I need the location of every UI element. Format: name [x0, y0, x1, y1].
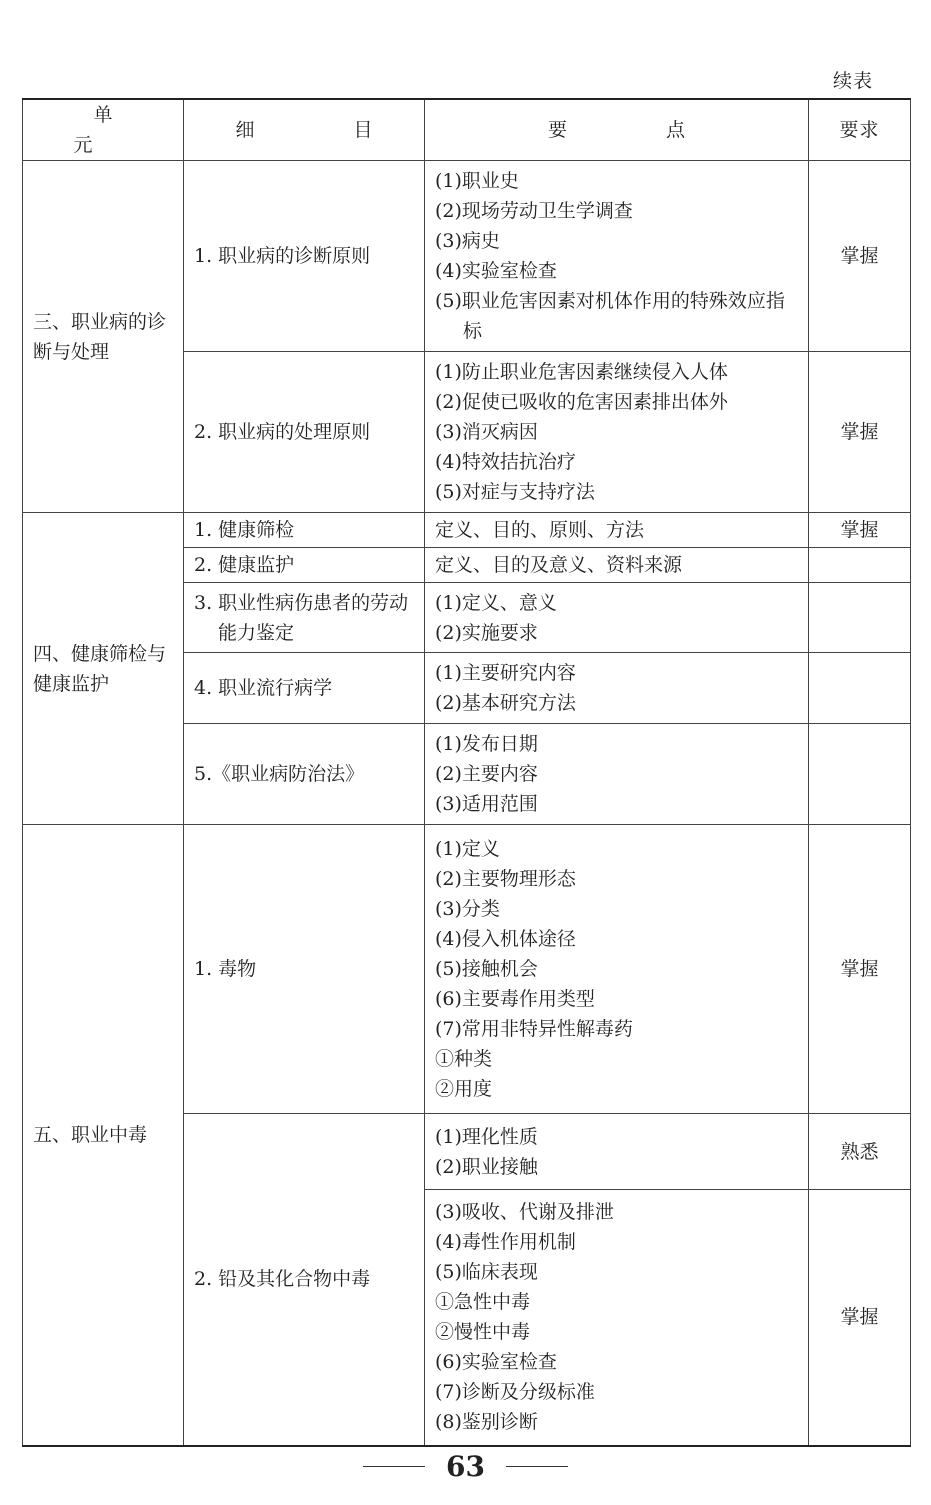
subject-cell: [184, 583, 425, 653]
point-item: (2)基本研究方法: [435, 692, 576, 714]
point-item: (1)定义、意义: [435, 591, 557, 614]
points-cell: [425, 161, 809, 352]
footer-rule-right: [506, 1466, 568, 1467]
points-cell: [425, 513, 809, 548]
point-item: (4)特效拮抗治疗: [435, 451, 576, 473]
point-item: (6)主要毒作用类型: [435, 988, 595, 1010]
point-item: (3)消灭病因: [435, 421, 538, 443]
point-item: (8)鉴别诊断: [435, 1411, 538, 1434]
point-item: (5)对症与支持疗法: [435, 481, 595, 503]
point-item: (2)职业接触: [435, 1155, 538, 1178]
point-item: (3)吸收、代谢及排泄: [435, 1201, 614, 1224]
point-item: (2)现场劳动卫生学调查: [435, 200, 633, 222]
subject-text: 3. 职业性病伤患者的劳动能力鉴定: [194, 591, 409, 644]
point-item: (2)主要内容: [435, 763, 538, 785]
points-cell: [425, 548, 809, 583]
point-item: (2)实施要求: [435, 621, 538, 644]
points-cell: [425, 653, 809, 724]
continued-label: 续表: [832, 70, 873, 92]
point-item: (2)促使已吸收的危害因素排出体外: [435, 391, 728, 413]
subject-cell: 1. 健康筛检: [184, 513, 425, 548]
point-item: (4)侵入机体途径: [435, 928, 576, 950]
requirement-cell: 掌握: [809, 513, 911, 548]
table-row: [23, 513, 911, 548]
requirement-cell: [809, 653, 911, 724]
requirement-cell: 掌握: [809, 1190, 911, 1446]
requirement-cell: [809, 724, 911, 825]
subject-cell: 1. 职业病的诊断原则: [184, 161, 425, 352]
subject-cell: 1. 毒物: [184, 825, 425, 1114]
requirement-cell: [809, 548, 911, 583]
point-item: (1)职业史: [435, 170, 519, 192]
points-cell: [425, 1190, 809, 1446]
requirement-cell: 掌握: [809, 161, 911, 352]
requirement-cell: 熟悉: [809, 1114, 911, 1190]
point-item: (1)定义: [435, 838, 500, 860]
point-item: (1)理化性质: [435, 1125, 538, 1148]
point-item: (1)发布日期: [435, 733, 538, 755]
points-cell: [425, 825, 809, 1114]
point-item: ②慢性中毒: [435, 1321, 531, 1344]
table-row: [23, 825, 911, 1114]
point-item: (3)适用范围: [435, 793, 538, 815]
point-item: (3)分类: [435, 898, 500, 920]
syllabus-table-wrapper: [22, 98, 911, 1447]
points-cell: [425, 352, 809, 513]
subject-cell: 4. 职业流行病学: [184, 653, 425, 724]
point-item: (3)病史: [435, 230, 500, 252]
point-item: 定义、目的、原则、方法: [435, 519, 645, 541]
subject-cell: 2. 铅及其化合物中毒: [184, 1114, 425, 1446]
table-header-row: [23, 99, 911, 161]
subject-cell: 2. 健康监护: [184, 548, 425, 583]
syllabus-table: [22, 98, 911, 1447]
point-item: (4)实验室检查: [435, 260, 557, 282]
table-row: [23, 161, 911, 352]
point-item: ②用度: [435, 1078, 493, 1100]
point-item: (1)防止职业危害因素继续侵入人体: [435, 361, 728, 383]
point-item: (6)实验室检查: [435, 1351, 557, 1374]
point-item: (5)接触机会: [435, 958, 538, 980]
subject-cell: 5.《职业病防治法》: [184, 724, 425, 825]
point-item: (5)职业危害因素对机体作用的特殊效应指标: [435, 290, 785, 342]
point-item: ①种类: [435, 1048, 493, 1070]
points-cell: [425, 583, 809, 653]
unit-cell: 三、职业病的诊断与处理: [23, 161, 184, 513]
requirement-cell: 掌握: [809, 825, 911, 1114]
unit-cell: 五、职业中毒: [23, 825, 184, 1446]
point-item: (2)主要物理形态: [435, 868, 576, 890]
points-cell: [425, 1114, 809, 1190]
header-points: 要 点: [425, 99, 809, 161]
requirement-cell: [809, 583, 911, 653]
point-item: (5)临床表现: [435, 1261, 538, 1284]
page-number: 63: [446, 1450, 485, 1483]
unit-cell: 四、健康筛检与健康监护: [23, 513, 184, 825]
page-footer: [0, 1450, 931, 1483]
footer-rule-left: [363, 1466, 425, 1467]
header-subject: 细 目: [184, 99, 425, 161]
point-item: (7)常用非特异性解毒药: [435, 1018, 633, 1040]
header-unit: 单 元: [23, 99, 184, 161]
point-item: (7)诊断及分级标准: [435, 1381, 595, 1404]
point-item: (4)毒性作用机制: [435, 1231, 576, 1254]
point-item: (1)主要研究内容: [435, 662, 576, 684]
requirement-cell: 掌握: [809, 352, 911, 513]
header-requirement: 要求: [809, 99, 911, 161]
subject-cell: 2. 职业病的处理原则: [184, 352, 425, 513]
point-item: ①急性中毒: [435, 1291, 531, 1314]
points-cell: [425, 724, 809, 825]
point-item: 定义、目的及意义、资料来源: [435, 554, 683, 576]
